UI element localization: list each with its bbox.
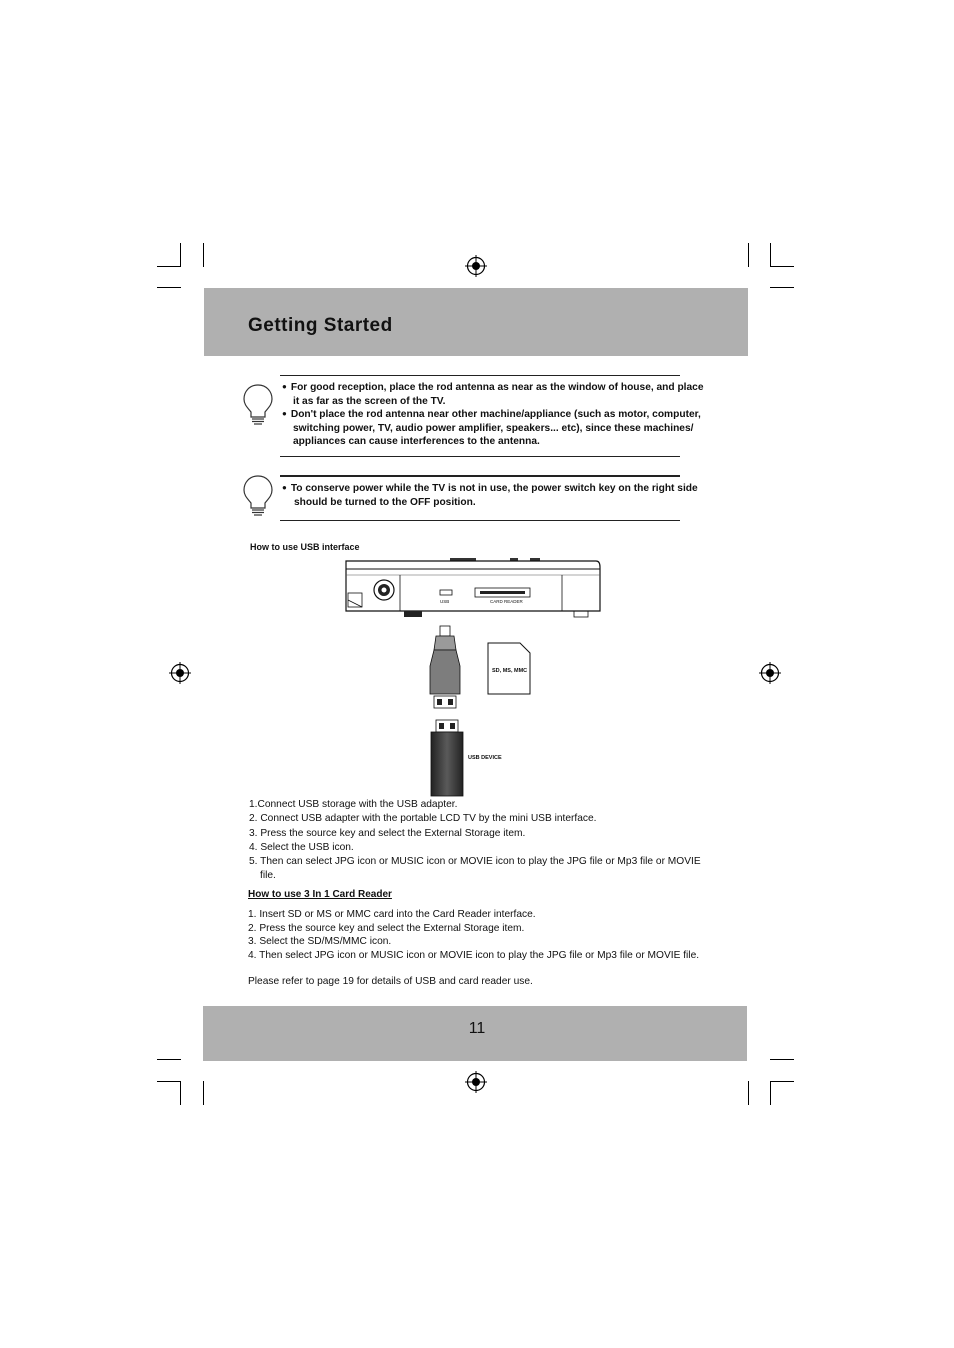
card-reader-steps — [248, 908, 718, 962]
step-item: 3. Select the SD/MS/MMC icon. — [248, 936, 392, 948]
card-reader-heading: How to use 3 In 1 Card Reader — [248, 889, 392, 900]
registration-mark-right — [759, 662, 781, 684]
step-item: 1. Insert SD or MS or MMC card into the Card Reader interface. — [248, 909, 536, 920]
step-item: 5. Then can select JPG icon or MUSIC icon or MOVIE icon to play the JPG file or Mp3 file or MOVIE — [249, 856, 701, 868]
tip-line: should be turned to the OFF position. — [294, 496, 476, 508]
step-item: 1.Connect USB storage with the USB adapter. — [249, 799, 458, 810]
tip-line: ● For good reception, place the rod antenna as near as the window of house, and place — [282, 381, 712, 395]
usb-caption: How to use USB interface — [250, 542, 360, 552]
tip-divider — [280, 456, 680, 457]
step-item: 2. Connect USB adapter with the portable LCD TV by the mini USB interface. — [249, 813, 597, 825]
registration-mark-left — [169, 662, 191, 684]
step-item: 2. Press the source key and select the External Storage item. — [248, 922, 525, 934]
usb-steps — [249, 798, 719, 884]
step-item: 4. Then select JPG icon or MUSIC icon or MOVIE icon to play the JPG file or Mp3 file or MOVIE file. — [248, 949, 700, 961]
tip-line: appliances can cause interferences to the antenna. — [293, 436, 540, 447]
usb-device-label: USB DEVICE — [468, 755, 502, 761]
step-item: file. — [260, 870, 276, 882]
step-item: 3. Press the source key and select the External Storage item. — [249, 827, 526, 839]
tip-line: ● Don't place the rod antenna near other machine/appliance (such as motor, computer, — [282, 408, 712, 422]
reference-note: Please refer to page 19 for details of USB and card reader use. — [248, 976, 533, 987]
tip-antenna — [282, 381, 712, 449]
usb-adapter-illustration — [426, 624, 466, 710]
memory-card-label: SD, MS, MMC — [492, 668, 528, 674]
card-reader-label: CARD READER — [490, 599, 523, 604]
lightbulb-icon — [241, 474, 275, 518]
lightbulb-icon — [241, 383, 275, 427]
tip-divider — [280, 520, 680, 521]
tip-line: ● To conserve power while the TV is not in use, the power switch key on the right side — [282, 482, 712, 496]
usb-port-label: USB — [440, 599, 450, 604]
page-number: 11 — [468, 1020, 486, 1037]
tip-line: it as far as the screen of the TV. — [293, 395, 446, 407]
registration-mark-bottom — [465, 1071, 487, 1093]
usb-device-illustration — [428, 718, 466, 798]
tv-device-illustration — [340, 555, 602, 625]
tip-line: switching power, TV, audio power amplifier, speakers... etc), since these machines/ — [293, 422, 694, 434]
step-item: 4. Select the USB icon. — [249, 841, 354, 853]
page-title: Getting Started — [248, 315, 393, 336]
tip-divider — [280, 475, 680, 477]
tip-power — [282, 482, 712, 509]
tip-divider — [280, 375, 680, 376]
registration-mark-top — [465, 255, 487, 277]
